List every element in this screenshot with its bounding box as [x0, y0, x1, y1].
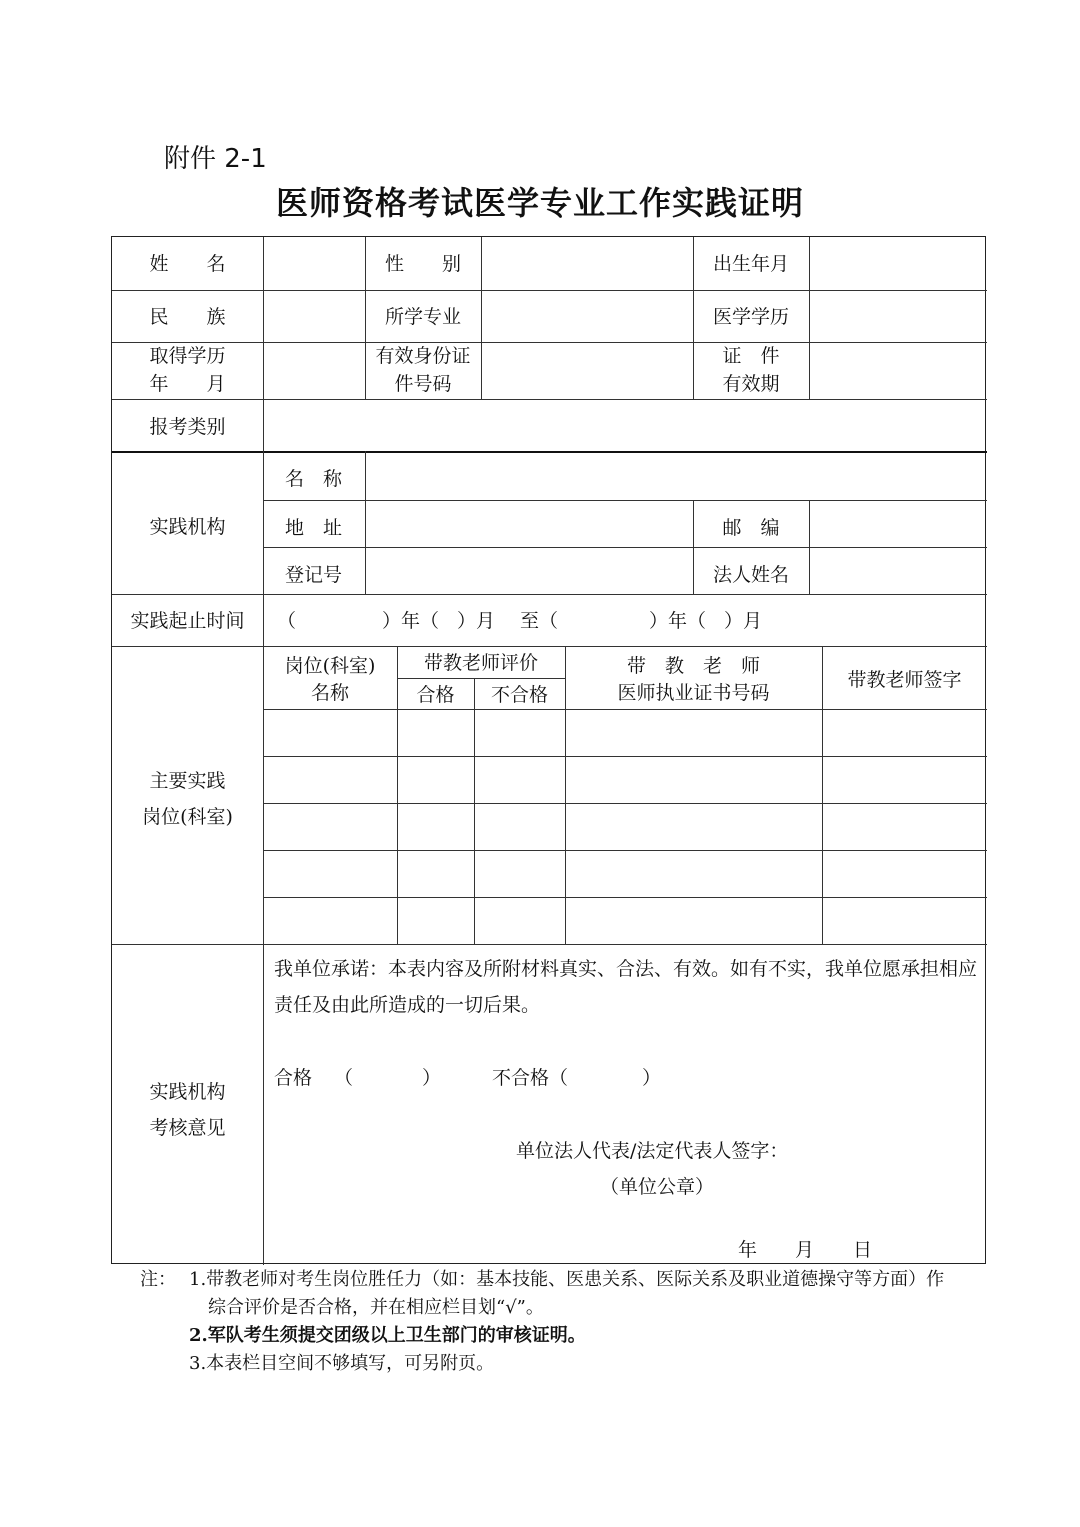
row-line	[263, 756, 987, 757]
col-teacher-header: 带 教 老 师	[626, 655, 760, 677]
col-fail-header: 不合格	[490, 684, 548, 706]
period-part: 至（	[520, 610, 559, 632]
note-2: 2.军队考生须提交团级以上卫生部门的审核证明。	[189, 1325, 586, 1346]
ethnic-label: 民 族	[149, 306, 226, 328]
date-month: 月	[795, 1239, 815, 1261]
validity-label: 证 件	[722, 345, 780, 367]
posts-section-label: 岗位(科室)	[142, 806, 233, 828]
pass-option-label: 合格	[274, 1067, 313, 1089]
form-table	[111, 236, 986, 1264]
col-post-header: 岗位(科室)	[284, 655, 376, 677]
assessment-section-label: 实践机构	[149, 1081, 226, 1103]
row-line	[112, 594, 987, 595]
institution-name-label: 名 称	[285, 468, 343, 490]
fail-option-paren: ）	[642, 1067, 662, 1089]
assessment-section-label: 考核意见	[149, 1117, 226, 1139]
legal-person-label: 法人姓名	[712, 564, 789, 586]
id-number-label: 件号码	[394, 373, 452, 395]
degree-date-label: 年 月	[149, 373, 226, 395]
row-line	[112, 646, 987, 647]
date-year: 年	[738, 1239, 758, 1261]
row-line	[112, 944, 987, 945]
row-line	[263, 897, 987, 898]
category-label: 报考类别	[149, 416, 226, 438]
birth-label: 出生年月	[712, 253, 789, 275]
period-part: ）年（	[382, 610, 440, 632]
col-line	[481, 237, 482, 399]
row-line	[112, 290, 987, 291]
page-title: 医师资格考试医学专业工作实践证明	[275, 184, 804, 222]
note-1-continued: 综合评价是否合格，并在相应栏目划“√”。	[208, 1297, 544, 1318]
row-line	[112, 399, 987, 400]
col-sign-header: 带教老师签字	[847, 669, 962, 691]
promise-text: 我单位承诺：本表内容及所附材料真实、合法、有效。如有不实，我单位愿承担相应	[274, 958, 978, 980]
posts-section-label: 主要实践	[149, 770, 226, 792]
postcode-label: 邮 编	[722, 517, 780, 539]
row-line	[263, 850, 987, 851]
degree-date-label: 取得学历	[149, 345, 226, 367]
col-line	[263, 237, 264, 1265]
date-day: 日	[853, 1239, 873, 1261]
fail-option-label: 不合格（	[492, 1067, 569, 1089]
gender-label: 性 别	[384, 253, 461, 275]
section-line	[112, 451, 987, 453]
attachment-number: 附件 2-1	[164, 144, 267, 174]
period-part: ）年（	[649, 610, 707, 632]
period-label: 实践起止时间	[130, 610, 245, 632]
name-label: 姓 名	[149, 253, 226, 275]
period-part: （	[277, 610, 297, 632]
period-part: ）月	[457, 610, 496, 632]
seal-label: （单位公章）	[600, 1176, 715, 1198]
validity-label: 有效期	[722, 373, 780, 395]
pass-option-paren: （	[334, 1067, 354, 1089]
registration-label: 登记号	[285, 564, 343, 586]
col-line	[809, 500, 810, 594]
col-eval-header: 带教老师评价	[423, 652, 538, 674]
notes-prefix: 注：	[140, 1269, 176, 1290]
signature-label: 单位法人代表/法定代表人签字：	[516, 1140, 789, 1162]
col-line	[809, 237, 810, 399]
major-label: 所学专业	[384, 306, 461, 328]
row-line	[397, 678, 565, 679]
row-line	[263, 547, 987, 548]
col-line	[474, 678, 475, 944]
institution-section-label: 实践机构	[149, 516, 226, 538]
row-line	[263, 500, 987, 501]
col-teacher-header: 医师执业证书号码	[617, 682, 770, 704]
pass-option-paren: ）	[422, 1067, 442, 1089]
id-number-label: 有效身份证	[375, 345, 471, 367]
note-1: 1.带教老师对考生岗位胜任力（如：基本技能、医患关系、医际关系及职业道德操守等方面）作	[189, 1269, 945, 1290]
period-part: ）月	[724, 610, 763, 632]
education-label: 医学学历	[712, 306, 789, 328]
row-line	[263, 803, 987, 804]
col-pass-header: 合格	[416, 684, 455, 706]
row-line	[263, 709, 987, 710]
promise-text: 责任及由此所造成的一切后果。	[274, 994, 541, 1016]
note-3: 3.本表栏目空间不够填写，可另附页。	[189, 1353, 495, 1374]
col-line	[365, 451, 366, 594]
col-post-header: 名称	[310, 682, 349, 704]
institution-address-label: 地 址	[285, 517, 343, 539]
